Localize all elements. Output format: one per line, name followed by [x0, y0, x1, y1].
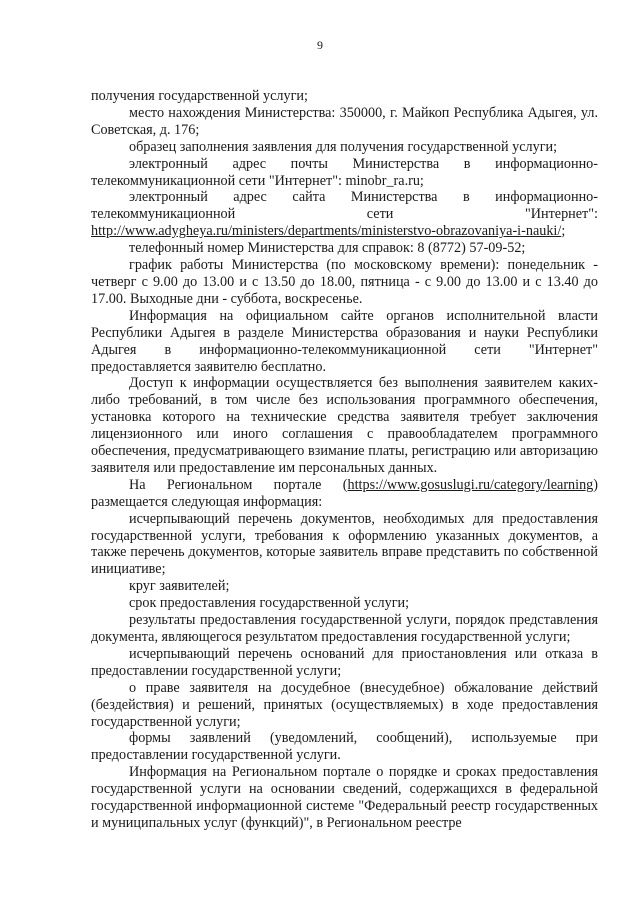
- paragraph: [91, 511, 598, 579]
- paragraph-text: исчерпывающий перечень документов, необходимых для предоставления государственной услуги, требования к оформлению указанных документов, а также перечень документов, которые заявитель вправе представить по собственной инициативе;: [91, 510, 598, 578]
- paragraph-text: электронный адрес сайта Министерства в информационно-телекоммуникационной сети "Интернет":: [91, 189, 598, 223]
- paragraph-text: круг заявителей;: [129, 578, 230, 595]
- paragraph-text: о праве заявителя на досудебное (внесудебное) обжалование действий (бездействия) и решений, принятых (осуществляемых) в ходе предоставления государственной услуги;: [91, 679, 598, 730]
- paragraph-text: Доступ к информации осуществляется без выполнения заявителем каких-либо требований, в том числе без использования программного обеспечения, установка которого на технические средства заявителя требует заключения лицензионного или иного соглашения с правообладателем программного обеспечения, предусматривающего взимание платы, регистрацию или авторизацию заявителя или предоставление им персональных данных.: [91, 375, 598, 476]
- paragraph: [91, 88, 598, 105]
- paragraph-text: образец заполнения заявления для получения государственной услуги;: [129, 138, 558, 155]
- paragraph: [91, 139, 598, 156]
- paragraph: [91, 595, 598, 612]
- paragraph-text: Информация на Региональном портале о порядке и сроках предоставления государственной услуги на основании сведений, содержащихся в федеральной государственной информационной системе "Федеральный реестр государственных и муниципальных услуг (функций)", в Региональном реестре: [91, 764, 598, 831]
- paragraph: [91, 105, 598, 139]
- paragraph: [91, 308, 598, 376]
- paragraph: [91, 612, 598, 646]
- paragraph: [91, 156, 598, 190]
- document-body: [91, 88, 598, 832]
- paragraph-text: место нахождения Министерства: 350000, г. Майкоп Республика Адыгея, ул. Советская, д. 176;: [91, 104, 598, 138]
- paragraph-tail: ) размещается следующая информация:: [91, 476, 598, 510]
- paragraph-text: формы заявлений (уведомлений, сообщений), используемые при предоставлении государственной услуги.: [91, 730, 598, 764]
- paragraph: [91, 240, 598, 257]
- page-number: 9: [317, 38, 323, 52]
- regional-portal-link[interactable]: https://www.gosuslugi.ru/category/learning: [347, 476, 594, 493]
- paragraph-text: исчерпывающий перечень оснований для приостановления или отказа в предоставлении государственной услуги;: [91, 645, 598, 679]
- paragraph-text: электронный адрес почты Министерства в информационно-телекоммуникационной сети "Интернет": minobr_ra.ru;: [91, 155, 598, 189]
- paragraph-text: результаты предоставления государственной услуги, порядок представления документа, являющегося результатом предоставления государственной услуги;: [91, 612, 598, 645]
- paragraph: [91, 680, 598, 731]
- paragraph: [91, 646, 598, 680]
- paragraph: [91, 477, 598, 511]
- paragraph-text: телефонный номер Министерства для справок: 8 (8772) 57-09-52;: [129, 240, 526, 257]
- paragraph-tail: ;: [561, 223, 566, 240]
- paragraph: [91, 730, 598, 764]
- paragraph: [91, 375, 598, 476]
- paragraph-text: график работы Министерства (по московскому времени): понедельник - четверг с 9.00 до 13.00 и с 13.50 до 18.00, пятница - с 9.00 до 13.00 и с 13.40 до 17.00. Выходные дни - суббота, воскресенье.: [91, 257, 598, 307]
- paragraph: [91, 578, 598, 595]
- ministry-site-link[interactable]: http://www.adygheya.ru/ministers/departments/ministerstvo-obrazovaniya-i-nauki/: [91, 223, 562, 240]
- paragraph-text: срок предоставления государственной услуги;: [129, 595, 410, 612]
- paragraph: [91, 189, 598, 240]
- paragraph-text: получения государственной услуги;: [91, 88, 308, 104]
- paragraph: [91, 764, 598, 832]
- paragraph-text: На Региональном портале (: [129, 476, 348, 493]
- paragraph: [91, 257, 598, 308]
- paragraph-text: Информация на официальном сайте органов исполнительной власти Республики Адыгея в разделе Министерства образования и науки Республики Адыгея в информационно-телекоммуникационной сети "Интернет" предоставляется заявителю бесплатно.: [91, 307, 598, 375]
